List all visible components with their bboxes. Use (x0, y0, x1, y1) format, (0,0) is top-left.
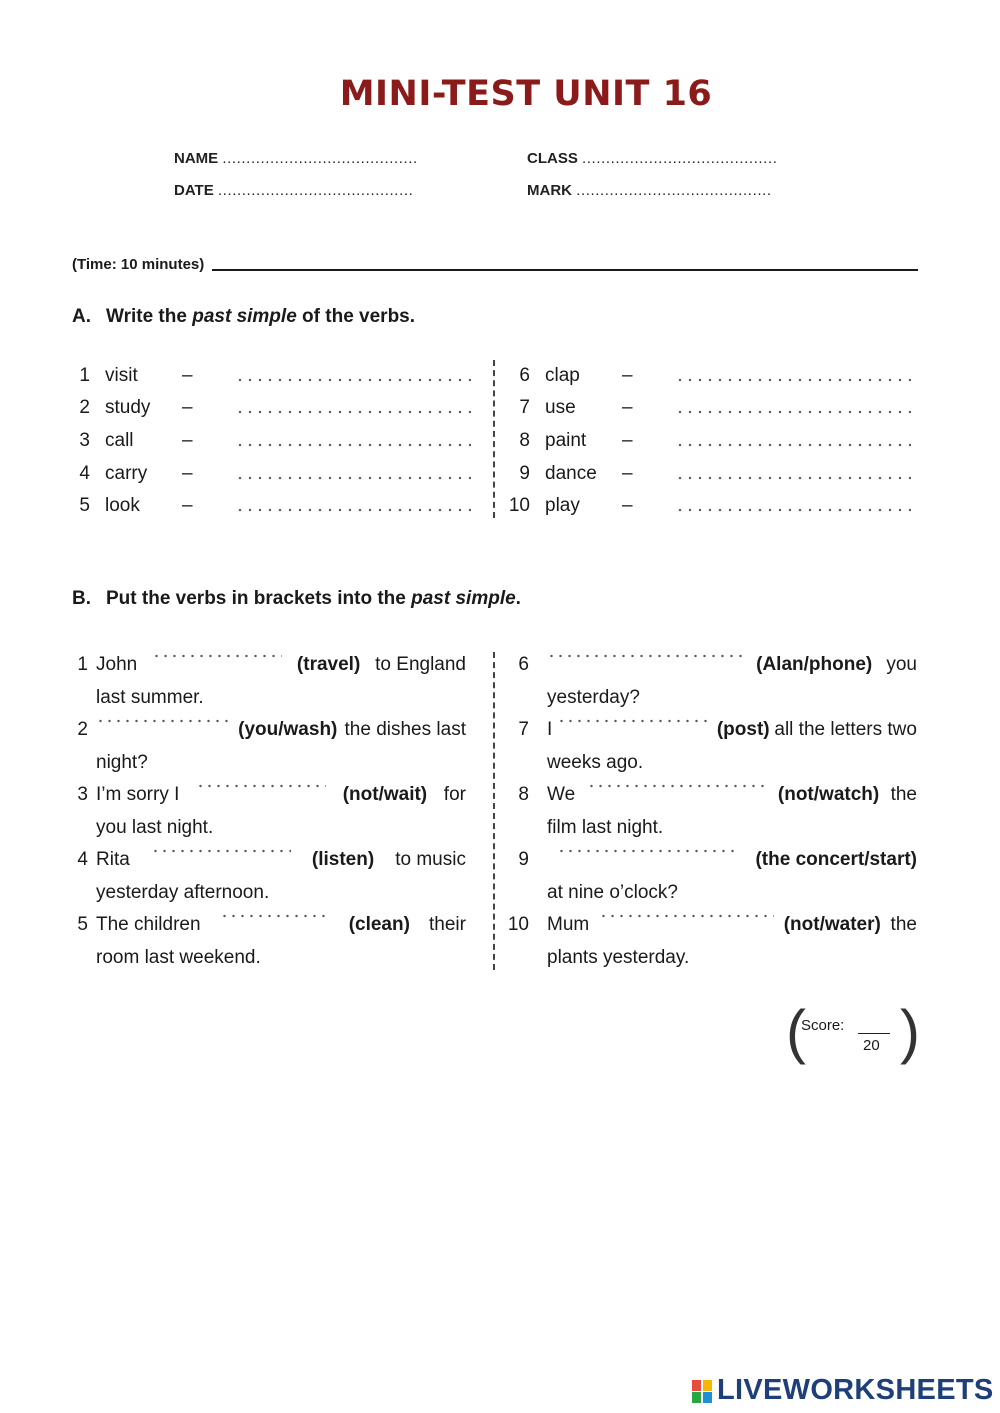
answer-blank[interactable] (235, 408, 471, 416)
section-b-heading-post: . (515, 588, 521, 609)
mark-label: MARK (527, 182, 572, 199)
liveworksheets-logo[interactable] (692, 1374, 994, 1407)
section-b-heading-em: past simple (411, 588, 516, 609)
time-label: (Time: 10 minutes) (72, 256, 205, 273)
answer-blank[interactable] (235, 506, 471, 514)
section-b-letter: B. (72, 588, 91, 609)
section-b-divider (493, 652, 495, 970)
section-a-heading (72, 306, 415, 328)
class-label: CLASS (527, 150, 578, 167)
answer-blank[interactable] (547, 648, 742, 658)
answer-blank[interactable] (96, 713, 231, 723)
section-a-heading-pre: Write the (106, 306, 187, 327)
name-field[interactable] (174, 150, 418, 167)
mark-blank[interactable]: ......................................... (576, 182, 772, 199)
page-title: MINI-TEST UNIT 16 (339, 74, 713, 114)
class-blank[interactable]: ......................................... (582, 150, 778, 167)
answer-blank[interactable] (675, 441, 911, 449)
section-a-divider (493, 360, 495, 518)
answer-blank[interactable] (587, 778, 767, 788)
brand-name: LIVEWORKSHEETS (717, 1374, 994, 1406)
answer-blank[interactable] (235, 376, 471, 384)
section-b-heading-pre: Put the verbs in brackets into the (106, 588, 406, 609)
answer-blank[interactable] (152, 648, 282, 658)
answer-blank[interactable] (220, 908, 330, 918)
section-a-heading-post: of the verbs. (302, 306, 416, 327)
answer-blank[interactable] (599, 908, 774, 918)
date-blank[interactable]: ......................................... (217, 182, 414, 199)
name-label: NAME (174, 150, 219, 167)
answer-blank[interactable] (196, 778, 326, 788)
score-total: 20 (863, 1037, 880, 1054)
section-a-letter: A. (72, 306, 91, 327)
score-label: Score: (801, 1017, 845, 1034)
section-a-heading-em: past simple (192, 306, 297, 327)
score-left-paren: ( (786, 998, 806, 1065)
time-rule (212, 269, 918, 271)
section-b-heading (72, 588, 521, 610)
answer-blank[interactable] (675, 506, 911, 514)
score-input-line[interactable] (858, 1033, 890, 1034)
answer-blank[interactable] (235, 474, 471, 482)
score-right-paren: ) (900, 998, 920, 1065)
answer-blank[interactable] (557, 713, 712, 723)
date-label: DATE (174, 182, 214, 199)
answer-blank[interactable] (235, 441, 471, 449)
date-field[interactable] (174, 182, 413, 199)
class-field[interactable] (527, 150, 777, 167)
answer-blank[interactable] (675, 376, 911, 384)
answer-blank[interactable] (557, 843, 737, 853)
answer-blank[interactable] (675, 474, 911, 482)
liveworksheets-logo-icon (692, 1378, 714, 1404)
score-box (786, 998, 920, 1065)
time-row (72, 256, 918, 273)
name-blank[interactable]: ......................................... (222, 150, 418, 167)
mark-field[interactable] (527, 182, 772, 199)
answer-blank[interactable] (151, 843, 291, 853)
answer-blank[interactable] (675, 408, 911, 416)
